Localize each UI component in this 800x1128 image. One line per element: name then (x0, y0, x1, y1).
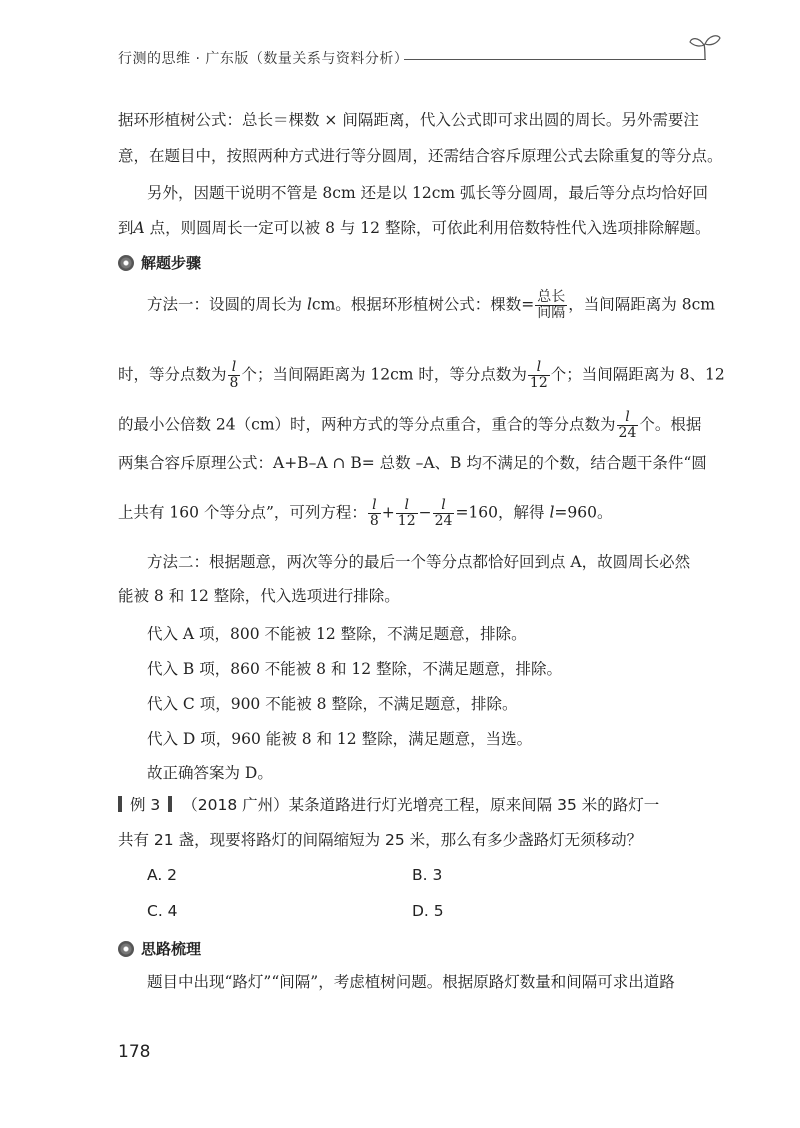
choice-d: D. 5 (412, 902, 444, 920)
thinking-line-1: 题目中出现“路灯”“间隔”，考虑植树问题。根据原路灯数量和间隔可求出道路 (147, 973, 675, 991)
method-1-line-4: 两集合容斥原理公式：A+B–A ∩ B= 总数 –A、B 均不满足的个数，结合题干条件“圆 (118, 454, 707, 472)
fraction-l-over-24: $\frac{l}{24}$ (618, 409, 637, 441)
option-b-check: 代入 B 项，860 不能被 8 和 12 整除，不满足题意，排除。 (147, 660, 563, 678)
paragraph-1-line-2: 意，在题目中，按照两种方式进行等分圆周，还需结合容斥原理公式去除重复的等分点。 (118, 147, 723, 165)
example-3-line-2: 共有 21 盏，现要将路灯的间隔缩短为 25 米，那么有多少盏路灯无须移动？ (118, 831, 643, 849)
equation-term-l-over-24: $\frac{l}{24}$ (434, 497, 453, 529)
method-2-line-2: 能被 8 和 12 整除，代入选项进行排除。 (118, 587, 400, 605)
option-d-check: 代入 D 项，960 能被 8 和 12 整除，满足题意，当选。 (147, 730, 533, 748)
page-number: 178 (118, 1042, 151, 1062)
section-heading-steps (118, 252, 201, 273)
equation-term-l-over-12: $\frac{l}{12}$ (397, 497, 416, 529)
option-a-check: 代入 A 项，800 不能被 12 整除，不满足题意，排除。 (147, 625, 527, 643)
method-1-line-5: 上共有 160 个等分点”，可列方程： $\frac{l}{8}$ + $\frac{l}{12}$ − $\frac{l}{24}$ =160，解得 l=960。 (118, 497, 613, 529)
example-bar-right (168, 796, 172, 812)
section-title: 解题步骤 (141, 254, 202, 272)
paragraph-1-line-1: 据环形植树公式：总长＝棵数 × 间隔距离，代入公式即可求出圆的周长。另外需要注 (118, 111, 699, 129)
example-label: 例 3 (118, 793, 172, 815)
method-1-line-2: 时，等分点数为 $\frac{l}{8}$ 个；当间隔距离为 12cm 时，等分点数为 $\frac{l}{12}$ 个；当间隔距离为 8、12 (118, 359, 725, 391)
section-heading-thinking (118, 938, 201, 959)
equation-term-l-over-8: $\frac{l}{8}$ (369, 497, 379, 529)
paragraph-2-line-2: 到A 点，则圆周长一定可以被 8 与 12 整除，可依此利用倍数特性代入选项排除解题。 (118, 219, 711, 237)
method-1-line-3: 的最小公倍数 24（cm）时，两种方式的等分点重合，重合的等分点数为 $\frac{l}{24}$ 个。根据 (118, 409, 702, 441)
choice-c: C. 4 (147, 902, 178, 920)
paragraph-2-line-1: 另外，因题干说明不管是 8cm 还是以 12cm 弧长等分圆周，最后等分点均恰好回 (147, 184, 709, 202)
sprout-icon (688, 32, 722, 62)
method-1-line-1: 方法一：设圆的周长为 lcm。根据环形植树公式：棵数= $\frac{\text{总长}}{\text{间隔}}$ ，当间隔距离为 8cm (147, 289, 715, 321)
choice-a: A. 2 (147, 866, 178, 884)
header-rule (404, 59, 706, 60)
header-title: 行测的思维 · 广东版（数量关系与资料分析） (118, 51, 409, 67)
example-3-line-1: 例 3 （2018 广州）某条道路进行灯光增亮工程，原来间隔 35 米的路灯一 (118, 793, 659, 815)
running-header (118, 46, 718, 76)
option-c-check: 代入 C 项，900 不能被 8 整除，不满足题意，排除。 (147, 695, 518, 713)
answer-line: 故正确答案为 D。 (147, 764, 273, 782)
section-title: 思路梳理 (141, 940, 202, 958)
method-2-line-1: 方法二：根据题意，两次等分的最后一个等分点都恰好回到点 A，故圆周长必然 (147, 553, 691, 571)
fraction-l-over-8: $\frac{l}{8}$ (229, 359, 239, 391)
example-bar-left (118, 796, 122, 812)
section-bullet-icon (118, 941, 134, 957)
fraction-total-over-interval: $\frac{\text{总长}}{\text{间隔}}$ (537, 289, 566, 321)
choice-b: B. 3 (412, 866, 443, 884)
fraction-l-over-12: $\frac{l}{12}$ (529, 359, 548, 391)
section-bullet-icon (118, 255, 134, 271)
